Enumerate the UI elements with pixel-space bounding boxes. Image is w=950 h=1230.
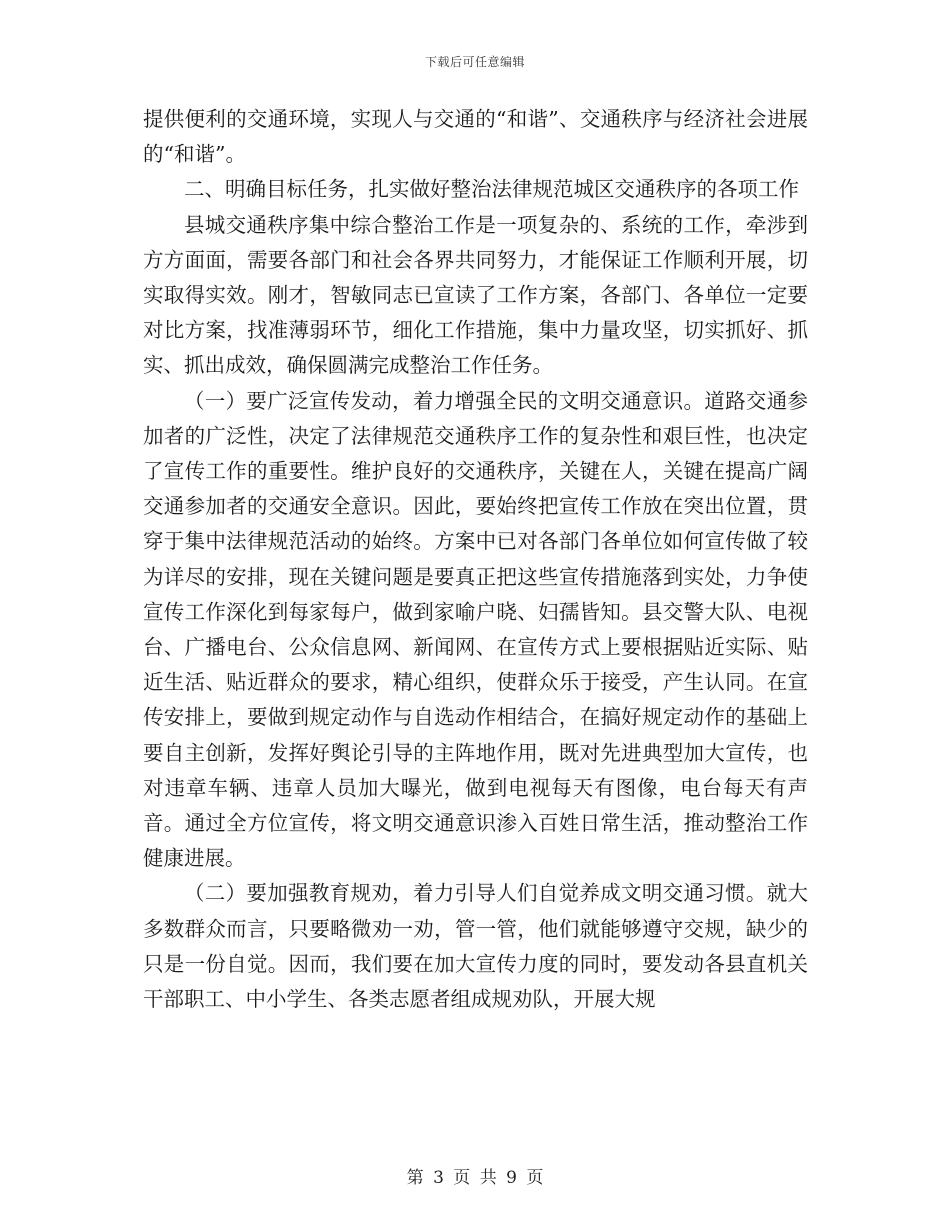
section-heading: 二、明确目标任务，扎实做好整治法律规范城区交通秩序的各项工作 — [184, 177, 799, 202]
page-header: 下载后可任意编辑 — [424, 55, 525, 69]
paragraph-continuation: 提供便利的交通环境，实现人与交通的“和谐”、交通秩序与经济社会进展的“和谐”。 — [143, 107, 808, 167]
page-number: 第 3 页 共 9 页 — [406, 1168, 544, 1188]
paragraph-intro: 县城交通秩序集中综合整治工作是一项复杂的、系统的工作，牵涉到方方面面，需要各部门和社会各界共同努力，才能保证工作顺利开展，切实取得实效。刚才，智敏同志已宣读了工作方案，各部门、各单位一定要对比方案，找准薄弱环节，细化工作措施，集中力量攻坚，切实抓好、抓实、抓出成效，确保圆满完成整治工作任务。 — [143, 212, 808, 378]
document-body — [143, 102, 808, 1017]
paragraph-item-1: （一）要广泛宣传发动，着力增强全民的文明交通意识。道路交通参加者的广泛性，决定了法律规范交通秩序工作的复杂性和艰巨性，也决定了宣传工作的重要性。维护良好的交通秩序，关键在人，关键在提高广阔交通参加者的交通安全意识。因此，要始终把宣传工作放在突出位置，贯穿于集中法律规范活动的始终。方案中已对各部门各单位如何宣传做了较为详尽的安排，现在关键问题是要真正把这些宣传措施落到实处，力争使宣传工作深化到每家每户，做到家喻户晓、妇孺皆知。县交警大队、电视台、广播电台、公众信息网、新闻网、在宣传方式上要根据贴近实际、贴近生活、贴近群众的要求，精心组织，使群众乐于接受，产生认同。在宣传安排上，要做到规定动作与自选动作相结合，在搞好规定动作的基础上要自主创新，发挥好舆论引导的主阵地作用，既对先进典型加大宣传，也对违章车辆、违章人员加大曝光，做到电视每天有图像，电台每天有声音。通过全方位宣传，将文明交通意识渗入百姓日常生活，推动整治工作健康进展。 — [143, 388, 808, 871]
paragraph-item-2: （二）要加强教育规劝，着力引导人们自觉养成文明交通习惯。就大多数群众而言，只要略微劝一劝，管一管，他们就能够遵守交规，缺少的只是一份自觉。因而，我们要在加大宣传力度的同时，要发动各县直机关干部职工、中小学生、各类志愿者组成规劝队，开展大规 — [143, 881, 808, 1012]
